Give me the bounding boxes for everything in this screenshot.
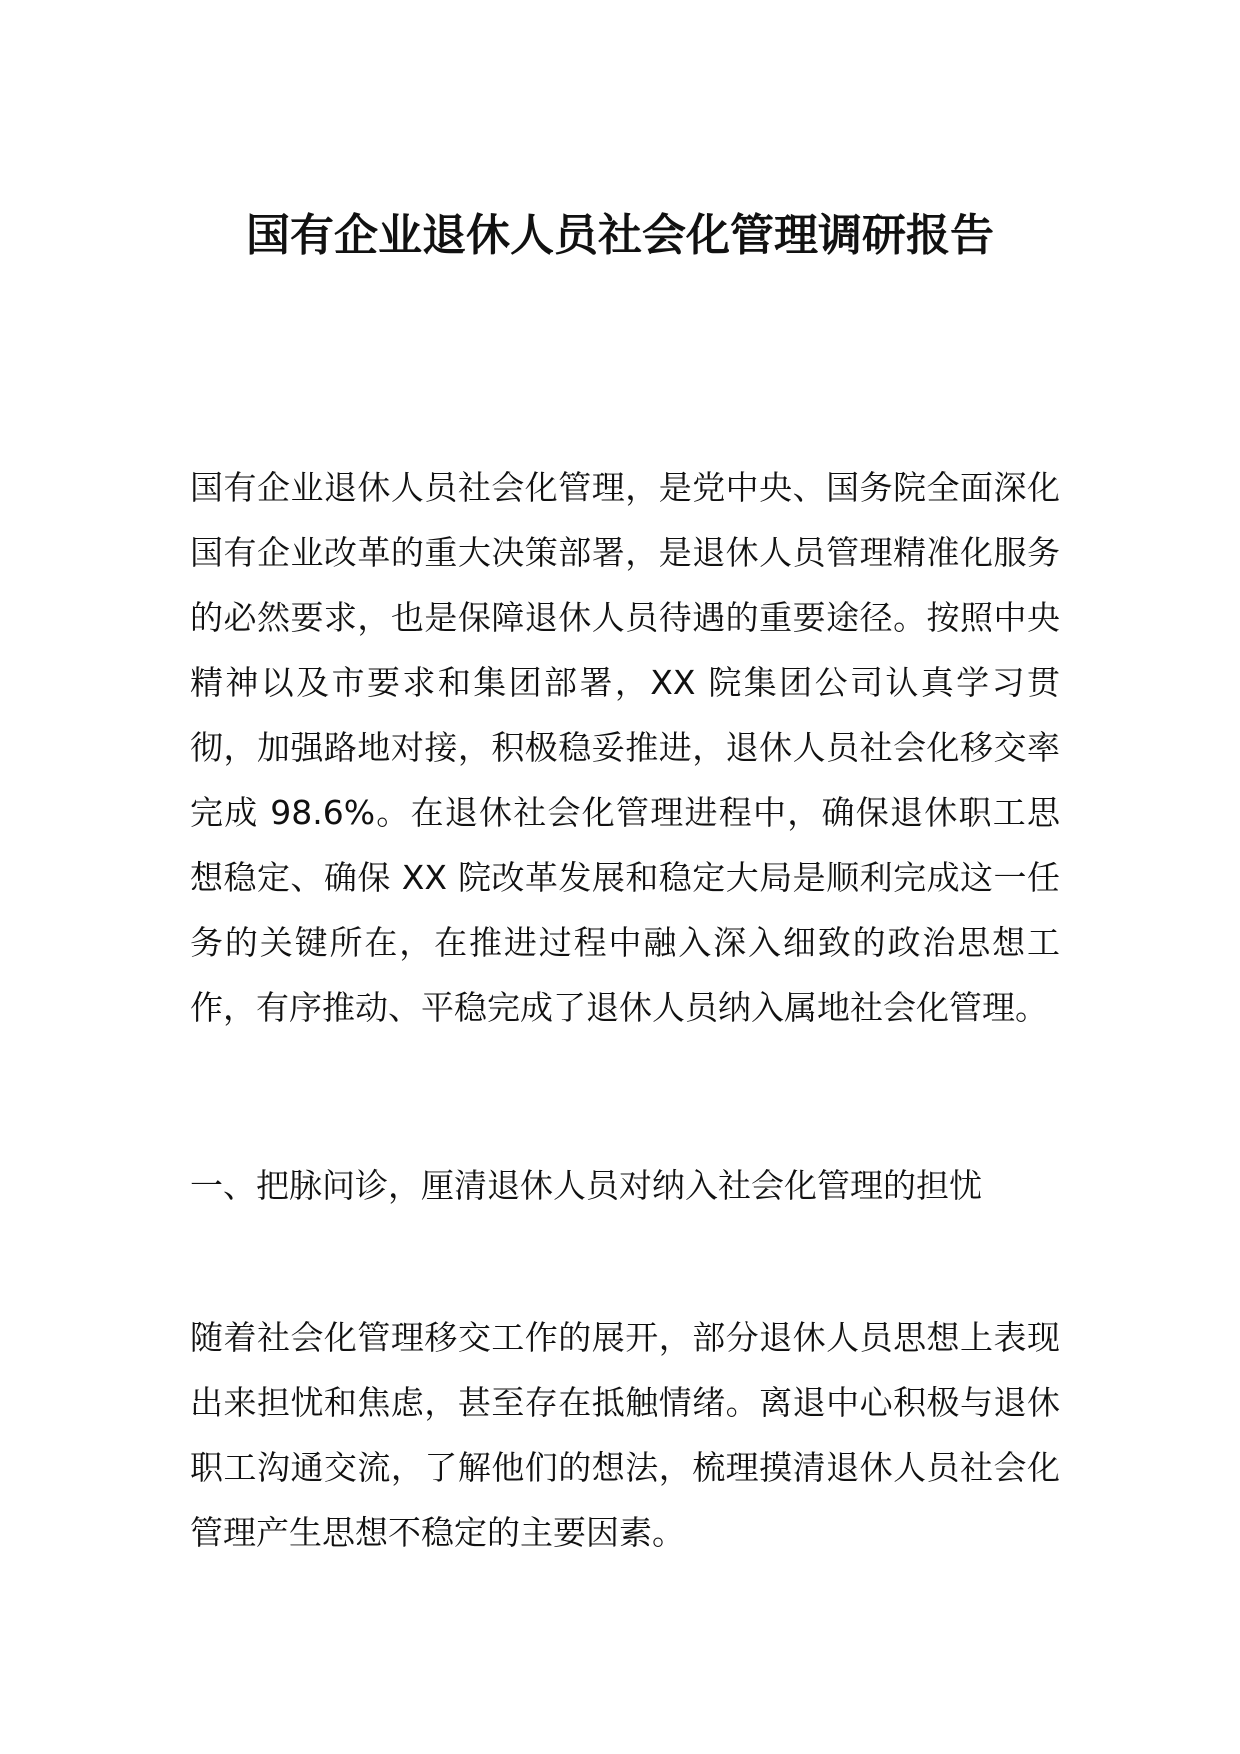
intro-paragraph: 国有企业退休人员社会化管理，是党中央、国务院全面深化国有企业改革的重大决策部署，是退休人员管理精准化服务的必然要求，也是保障退休人员待遇的重要途径。按照中央精神以及市要求和集团部署，XX 院集团公司认真学习贯彻，加强路地对接，积极稳妥推进，退休人员社会化移交率完成 98.6%。在退休社会化管理进程中，确保退休职工思想稳定、确保 XX 院改革发展和稳定大局是顺利完成这一任务的关键所在，在推进过程中融入深入细致的政治思想工作，有序推动、平稳完成了退休人员纳入属地社会化管理。 [190,468,1060,1027]
section-paragraph: 随着社会化管理移交工作的展开，部分退休人员思想上表现出来担忧和焦虑，甚至存在抵触情绪。离退中心积极与退休职工沟通交流，了解他们的想法，梳理摸清退休人员社会化管理产生思想不稳定的主要因素。 [190,1318,1060,1552]
document-title: 国有企业退休人员社会化管理调研报告 [246,210,994,261]
section-heading: 一、把脉问诊，厘清退休人员对纳入社会化管理的担忧 [190,1166,982,1205]
